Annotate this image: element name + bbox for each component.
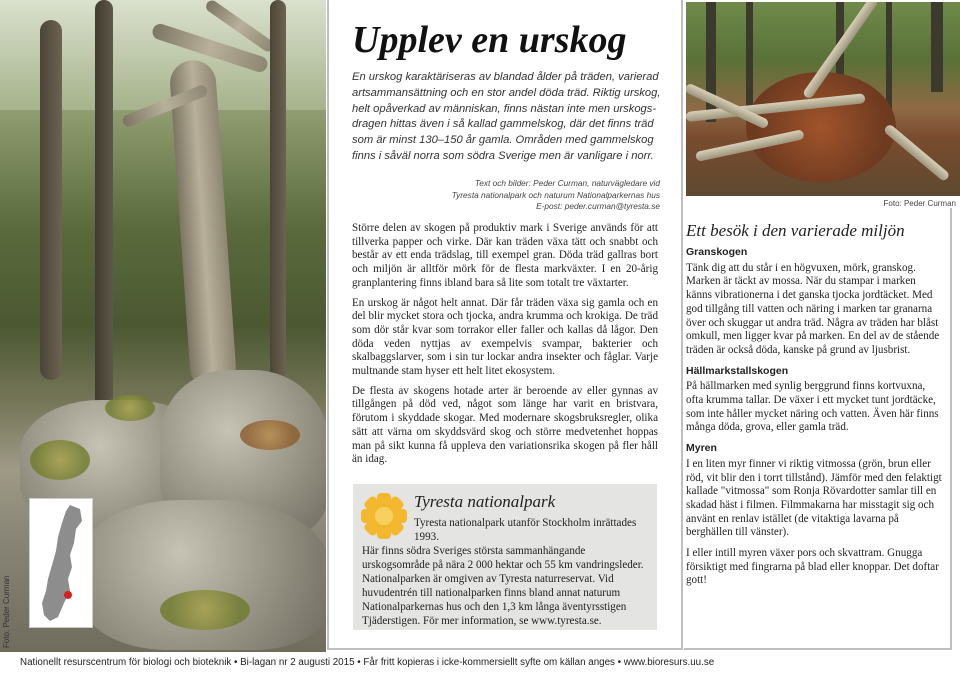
section-paragraph: I eller intill myren växer pors och skvattram. Gnugga försiktigt med fingrarna på blad eller knoppar. Det doftar gott! [686,547,939,587]
credit-email: E-post: peder.curman@tyresta.se [536,201,660,211]
page-title: Upplev en urskog [352,19,627,61]
section-paragraph: I en liten myr finner vi riktig vitmossa (grön, brun eller röd, vit blir den i torrt tillstånd). Jämför med den felaktigt kallade "vitmossa" som Ronja Rövardotter samlar till en skadad häst i filmen. Filmmakarna har misstagit sig och använt en renlav istället (de vitaktiga lavarna på berghällen till vänster). [686,457,942,539]
article-body [352,222,658,473]
section-paragraph: Tänk dig att du står i en högvuxen, mörk, granskog. Marken är täckt av mossa. När du stampar i marken känns vibrationerna i det ganska tjocka jordtäcket. Med god tillgång till vatten och näring i marken tar granarna över och skuggar ut andra träd. Några av träden har blåst omkull, men ligger kvar på marken. En del av de stående träden är också döda, kanske på grund av ljusbrist. [686,261,940,356]
author-credit [430,178,660,213]
national-park-star-icon [359,491,409,541]
right-heading: Ett besök i den varierade miljön [686,221,905,240]
body-paragraph: En urskog är något helt annat. Där får träden växa sig gamla och en del blir mycket stora och tjocka, andra krumma och krokiga. De träd som dör står kvar som torrakor eller faller och kallas då lågor. Den döda veden nyttjas av exempelvis svampar, bakterier och skalbaggslarver, som i sin tur lockar andra insekter och fåglar. Varje multnande stam hyser ett helt litet ekosystem. [352,296,658,378]
tyresta-text-top: Tyresta nationalpark utanför Stockholm inrättades 1993. [414,517,637,543]
right-column [686,246,944,595]
credit-line-2: Tyresta nationalpark och naturum Nationalparkernas hus [451,189,660,200]
tyresta-text: Här finns södra Sveriges största sammanhängande urskogsområde på nära 2 000 hektar och 55 km vandringsleder. Nationalparken är omgiven av Tyresta naturreservat. Vid huvudentrén till nationalparken finns bland annat naturum Nationalparkernas hus och den 1,3 km långa äventyrsstigen Tjäderstigen. För mer information, se www.tyresta.se. [362,545,644,627]
section-title-myren: Myren [686,442,717,455]
intro-paragraph: En urskog karaktäriseras av blandad ålder på träden, varierad artsammansättning och en stor andel döda träd. Riktig urskog, helt opåverkad av människan, finns nästan inte men urskogsdragen hittas även i så kallad gammelskog, där det finns träd som är minst 130–150 år gamla. Områden med gammelskog finns i såväl norra som södra Sverige men är vanligare i norr. [352,71,661,162]
sweden-map [29,498,93,628]
sweden-map-icon [30,499,92,627]
deadwood-photo-right [686,2,960,196]
section-paragraph: På hällmarken med synlig berggrund finns kortvuxna, ofta krumma tallar. De växer i ett mycket tunt jordtäcke, som inte håller mycket näring och vatten. Även här finns många döda, grova, eller gamla träd. [686,380,939,434]
tyresta-location-marker [64,591,72,599]
body-paragraph: De flesta av skogens hotade arter är beroende av eller gynnas av tillgången på död ved, något som länge har varit en bristvara, förutom i skyddade skogar. Med modernare skogsbruksregler, olika sätt att värna om skyddsvärd skog och större medvetenhet hoppas man på sikt kunna få uppleva den variationsrika skogen på fler håll än idag. [352,384,658,466]
credit-line-1: Text och bilder: Peder Curman, naturvägledare vid [474,178,660,188]
photo-credit-right: Foto: Peder Curman [883,199,956,208]
tyresta-heading: Tyresta nationalpark [414,492,556,511]
section-title-hallmark: Hällmarkstallskogen [686,364,789,377]
section-title-granskogen: Granskogen [686,246,748,258]
page-footer: Nationellt resurscentrum för biologi och bioteknik • Bi-lagan nr 2 augusti 2015 • Får fritt kopieras i icke-kommersiellt syfte om källan anges • www.bioresurs.uu.se [20,657,715,668]
body-paragraph: Större delen av skogen på produktiv mark i Sverige används för att tillverka papper och virke. Där kan träden växa tätt och snabbt och består av ett enda trädslag, till exempel gran. Döda träd gallras bort och miljön är alltför mörk för de flesta markväxter. I en 20-årig granplantering finns ibland bara så lite som totalt tre växtarter. [352,222,658,289]
photo-credit-left: Foto: Peder Curman [2,575,11,648]
